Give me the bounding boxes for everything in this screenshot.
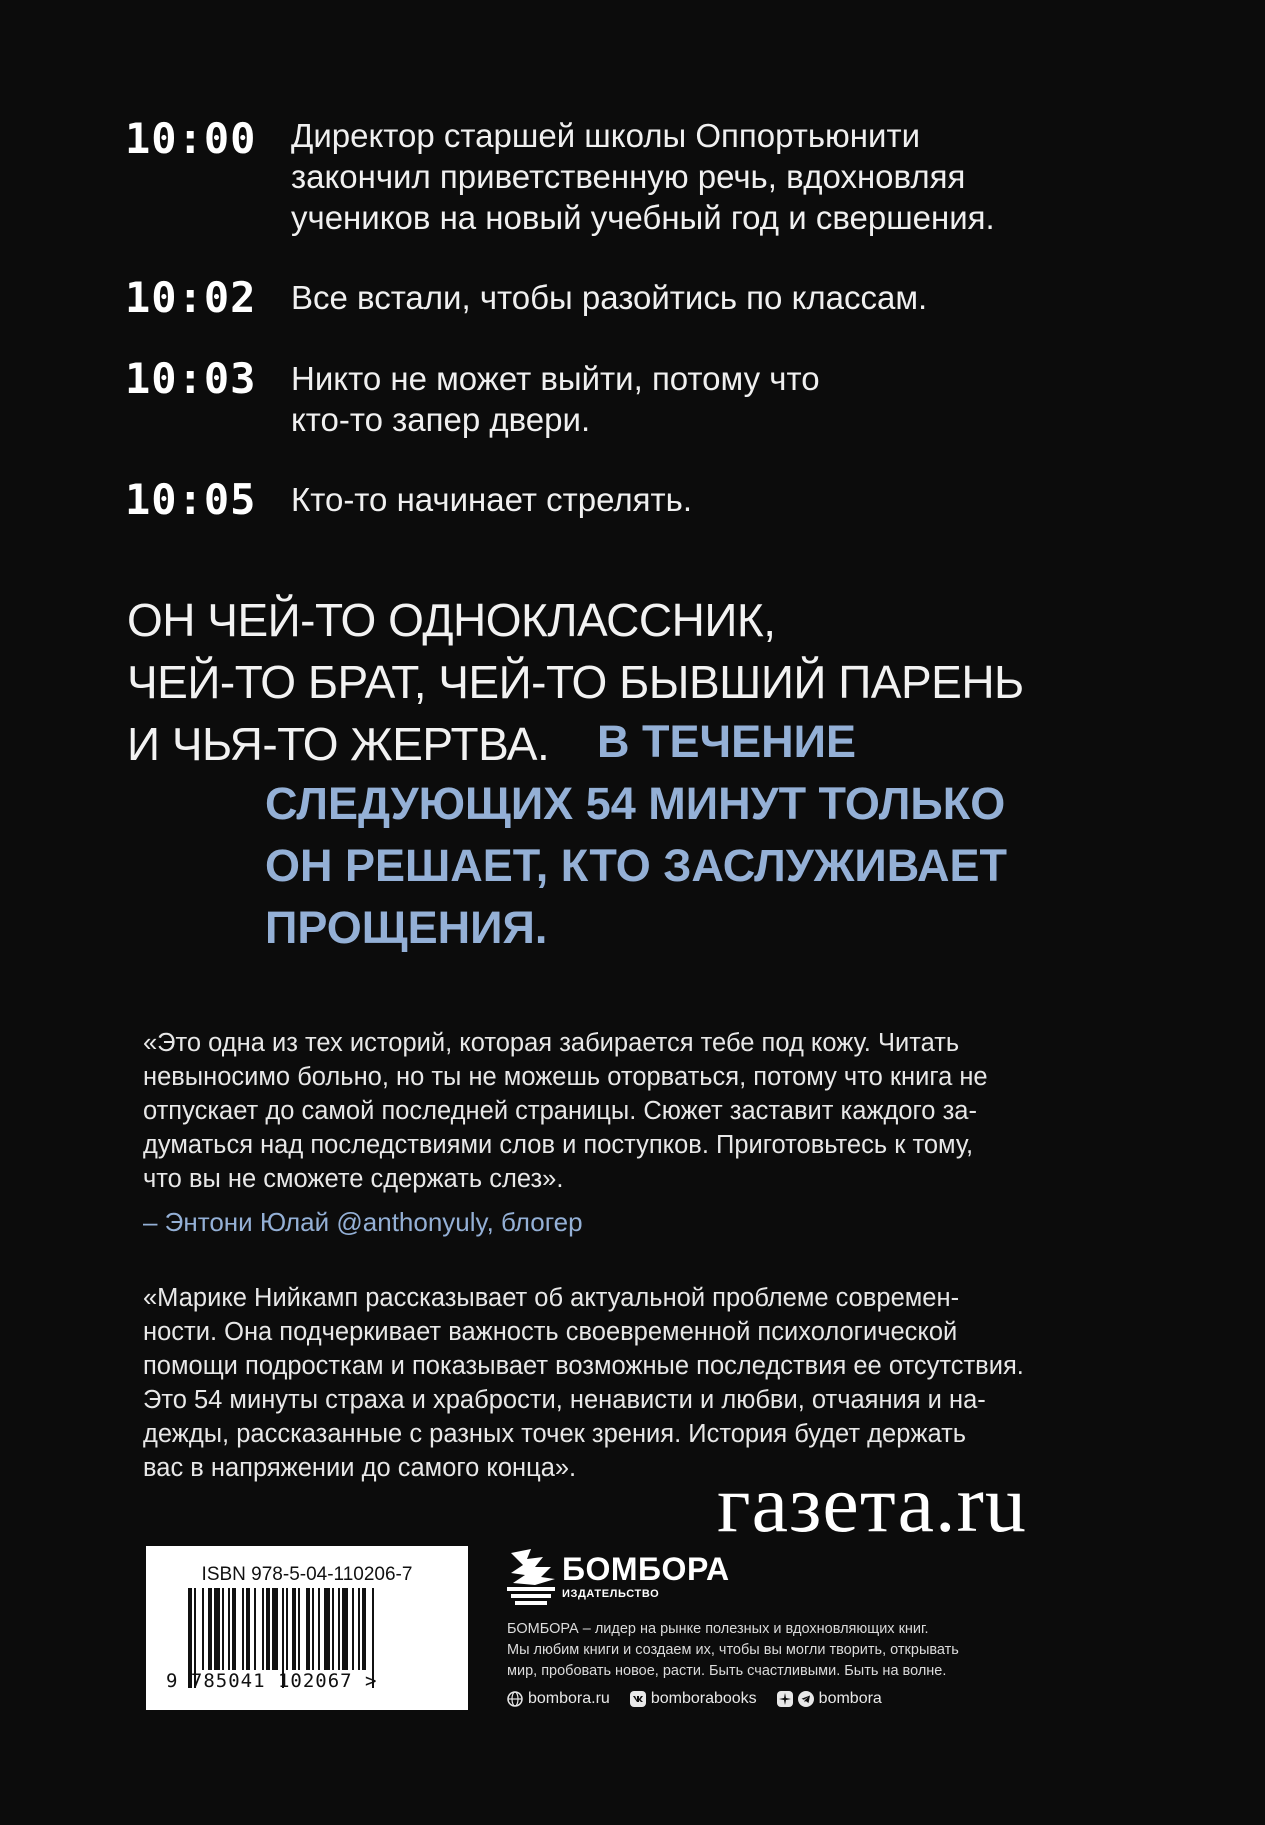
timestamp-3: 10:03 bbox=[125, 354, 257, 403]
barcode-bar bbox=[362, 1588, 366, 1670]
quote-line: «Это одна из тех историй, которая забирается тебе под кожу. Читать bbox=[143, 1029, 960, 1057]
barcode-bar bbox=[358, 1588, 360, 1670]
dzen-icon bbox=[777, 1691, 793, 1707]
quote-line: Это 54 минуты страха и храбрости, ненависти и любви, отчаяния и на- bbox=[143, 1386, 986, 1414]
barcode-bar bbox=[332, 1588, 334, 1670]
barcode-bar bbox=[318, 1588, 320, 1670]
event-3-line: Никто не может выйти, потому что bbox=[291, 360, 820, 397]
tagline-highlight-line: СЛЕДУЮЩИХ 54 МИНУТ ТОЛЬКО bbox=[265, 778, 1006, 829]
barcode-bar bbox=[222, 1588, 224, 1670]
event-2-line: Все встали, чтобы разойтись по классам. bbox=[291, 279, 928, 316]
globe-icon bbox=[507, 1691, 523, 1707]
barcode-bar bbox=[272, 1588, 278, 1670]
tagline-line: И ЧЬЯ-ТО ЖЕРТВА. bbox=[127, 718, 550, 770]
barcode-bar bbox=[232, 1588, 236, 1670]
event-4 bbox=[291, 479, 1161, 520]
barcode-bar bbox=[286, 1588, 288, 1670]
telegram-link[interactable] bbox=[777, 1690, 882, 1708]
barcode-bar bbox=[342, 1588, 348, 1670]
quote-line: «Марике Нийкамп рассказывает об актуальной проблеме современ- bbox=[143, 1284, 960, 1312]
barcode-bar bbox=[338, 1588, 340, 1670]
event-2 bbox=[291, 277, 1161, 318]
quote-line: отпускает до самой последней страницы. Сюжет заставит каждого за- bbox=[143, 1097, 977, 1125]
barcode-bar bbox=[292, 1588, 296, 1670]
barcode-bar bbox=[246, 1588, 250, 1670]
event-1-line: закончил приветственную речь, вдохновляя bbox=[291, 158, 966, 195]
barcode-bar bbox=[266, 1588, 270, 1670]
vk-link-label: bomborabooks bbox=[650, 1690, 757, 1707]
quote-line: думаться над последствиями слов и поступков. Приготовьтесь к тому, bbox=[143, 1131, 974, 1159]
event-1 bbox=[291, 115, 1161, 238]
review-quote-1 bbox=[143, 1026, 1088, 1196]
barcode-bar bbox=[306, 1588, 310, 1670]
event-3-line: кто-то запер двери. bbox=[291, 401, 591, 438]
isbn-number: ISBN 978-5-04-110206-7 bbox=[201, 1564, 413, 1585]
quote-line: помощи подросткам и показывает возможные последствия ее отсутствия. bbox=[143, 1352, 1024, 1380]
review-quote-2 bbox=[143, 1281, 1088, 1485]
telegram-icon bbox=[798, 1691, 814, 1707]
publisher-links bbox=[507, 1690, 882, 1708]
event-4-line: Кто-то начинает стрелять. bbox=[291, 481, 692, 518]
event-3 bbox=[291, 358, 1161, 440]
publisher-description-line: БОМБОРА – лидер на рынке полезных и вдохновляющих книг. bbox=[507, 1621, 929, 1637]
tagline-line: ОН ЧЕЙ-ТО ОДНОКЛАССНИК, bbox=[127, 594, 776, 646]
vk-icon bbox=[630, 1691, 646, 1707]
barcode-bar bbox=[262, 1588, 264, 1670]
publisher-name: БОМБОРА bbox=[562, 1551, 730, 1587]
quote-line: ности. Она подчеркивает важность своевременной психологической bbox=[143, 1318, 958, 1346]
tagline-highlight-start: В ТЕЧЕНИЕ bbox=[597, 716, 856, 767]
bombora-pegasus-icon bbox=[505, 1545, 561, 1607]
barcode-bar bbox=[202, 1588, 204, 1670]
quote-line: вас в напряжении до самого конца». bbox=[143, 1454, 577, 1482]
event-1-line: Директор старшей школы Оппортьюнити bbox=[291, 117, 920, 154]
barcode-bar bbox=[324, 1588, 330, 1670]
timestamp-4: 10:05 bbox=[125, 475, 257, 524]
quote-line: дежды, рассказанные с разных точек зрения. История будет держать bbox=[143, 1420, 967, 1448]
tagline-line: ЧЕЙ-ТО БРАТ, ЧЕЙ-ТО БЫВШИЙ ПАРЕНЬ bbox=[127, 656, 1024, 708]
barcode-bar bbox=[352, 1588, 354, 1670]
publisher-description-line: мир, пробовать новое, расти. Быть счастливыми. Быть на волне. bbox=[507, 1663, 947, 1679]
barcode-bar bbox=[214, 1588, 220, 1670]
publisher-description-line: Мы любим книги и создаем их, чтобы вы могли творить, открывать bbox=[507, 1642, 959, 1658]
website-link-label: bombora.ru bbox=[528, 1690, 610, 1707]
publisher-description bbox=[507, 1619, 1067, 1682]
telegram-link-label: bombora bbox=[818, 1690, 882, 1707]
barcode-bar bbox=[228, 1588, 230, 1670]
review-author-1: – Энтони Юлай @anthonyuly, блогер bbox=[143, 1207, 583, 1237]
barcode-bar bbox=[298, 1588, 300, 1670]
publisher-subtitle: ИЗДАТЕЛЬСТВО bbox=[562, 1588, 660, 1600]
website-link[interactable] bbox=[507, 1690, 610, 1708]
tagline-highlight-line: ПРОЩЕНИЯ. bbox=[265, 902, 548, 953]
barcode-bar bbox=[208, 1588, 212, 1670]
barcode-digits: 9 785041 102067 > bbox=[166, 1670, 378, 1692]
vk-link[interactable] bbox=[630, 1690, 757, 1708]
timestamp-2: 10:02 bbox=[125, 273, 257, 322]
gazeta-ru-logo: газета.ru bbox=[717, 1458, 1027, 1549]
quote-line: что вы не сможете сдержать слез». bbox=[143, 1165, 564, 1193]
quote-line: невыносимо больно, но ты не можешь оторваться, потому что книга не bbox=[143, 1063, 988, 1091]
barcode-bar bbox=[312, 1588, 314, 1670]
event-1-line: учеников на новый учебный год и свершения. bbox=[291, 199, 995, 236]
isbn-barcode bbox=[146, 1546, 468, 1710]
barcode-bar bbox=[242, 1588, 244, 1670]
tagline-highlight bbox=[265, 773, 1165, 959]
tagline-highlight-line: ОН РЕШАЕТ, КТО ЗАСЛУЖИВАЕТ bbox=[265, 840, 1007, 891]
timestamp-1: 10:00 bbox=[125, 114, 257, 163]
barcode-bar bbox=[254, 1588, 256, 1670]
